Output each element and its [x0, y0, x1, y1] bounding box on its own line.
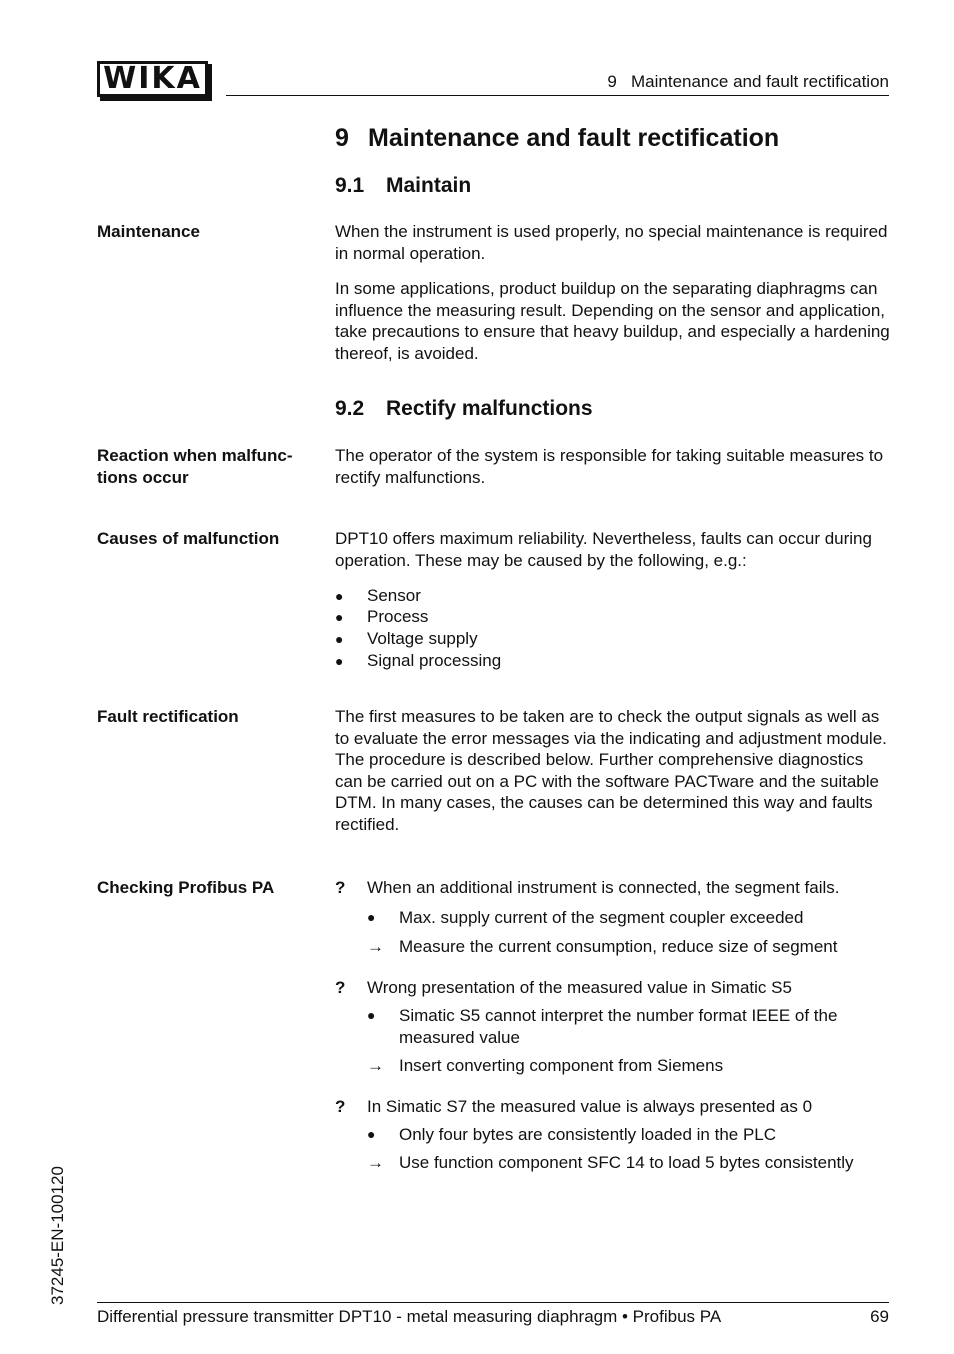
remedy-text: Insert converting component from Siemens [399, 1056, 724, 1075]
list-item [335, 585, 421, 608]
bullet-icon: ● [367, 909, 376, 925]
side-label-profibus: Checking Profibus PA [97, 878, 275, 897]
running-header: 9 Maintenance and fault rectification [607, 72, 889, 91]
side-label-fault: Fault rectification [97, 707, 239, 726]
causes-para: DPT10 offers maximum reliability. Nevertheless, faults can occur during operation. These may be caused by the following, e.g.: [335, 529, 872, 570]
side-label-line: Reaction when malfunc- [97, 446, 293, 465]
list-item-text: Process [367, 607, 429, 626]
side-label-causes: Causes of malfunction [97, 529, 280, 548]
chapter-number: 9 [335, 124, 349, 152]
list-item-text: Signal processing [367, 651, 502, 670]
chapter-title-text: Maintenance and fault rectification [368, 124, 780, 152]
question-text: Wrong presentation of the measured value in Simatic S5 [367, 978, 792, 997]
section-title: Rectify malfunctions [386, 397, 593, 420]
arrow-right-icon: → [367, 937, 384, 956]
header-rule [226, 95, 889, 96]
footer-title: Differential pressure transmitter DPT10 - metal measuring diaphragm • Profibus PA [97, 1307, 722, 1326]
document-id: 37245-EN-100120 [48, 1166, 67, 1305]
section-title: Maintain [386, 174, 472, 197]
maintenance-para-1: When the instrument is used properly, no special maintenance is required in normal operation. [335, 222, 888, 263]
problem-remedy [367, 936, 897, 958]
problem-question [335, 877, 840, 899]
question-icon: ? [335, 878, 346, 897]
remedy-text: Use function component SFC 14 to load 5 bytes consistently [399, 1153, 854, 1172]
bullet-icon: ● [367, 1007, 376, 1023]
problem-cause [367, 907, 897, 929]
side-label-line: tions occur [97, 467, 189, 487]
problem-remedy [367, 1152, 897, 1174]
logo-shadow-bottom [100, 97, 212, 101]
bullet-icon: ● [335, 631, 344, 647]
cause-text: Simatic S5 cannot interpret the number format IEEE of the measured value [399, 1006, 838, 1047]
wika-logo: WIKA [97, 61, 208, 97]
question-text: In Simatic S7 the measured value is always presented as 0 [367, 1097, 813, 1116]
list-item-text: Sensor [367, 586, 421, 605]
side-label-maintenance: Maintenance [97, 222, 200, 241]
section-number: 9.1 [335, 174, 365, 197]
side-label-reaction [97, 445, 317, 488]
problem-cause [367, 1124, 897, 1146]
cause-text: Max. supply current of the segment coupler exceeded [399, 908, 804, 927]
bullet-icon: ● [335, 653, 344, 669]
problem-question [335, 977, 792, 999]
bullet-icon: ● [335, 588, 344, 604]
bullet-icon: ● [335, 609, 344, 625]
problem-remedy [367, 1055, 897, 1077]
question-icon: ? [335, 978, 346, 997]
list-item [335, 650, 501, 673]
section-9-2-heading [335, 397, 593, 421]
question-text: When an additional instrument is connected, the segment fails. [367, 878, 840, 897]
list-item [335, 628, 478, 651]
cause-text: Only four bytes are consistently loaded in the PLC [399, 1125, 777, 1144]
remedy-text: Measure the current consumption, reduce size of segment [399, 937, 838, 956]
list-item [335, 606, 428, 629]
arrow-right-icon: → [367, 1056, 384, 1075]
footer-rule [97, 1302, 889, 1303]
page-number: 69 [870, 1307, 889, 1326]
bullet-icon: ● [367, 1126, 376, 1142]
maintenance-para-2: In some applications, product buildup on the separating diaphragms can influence the measuring result. Depending on the sensor and application, take precautions to ensure that heavy buildup, and especially a hardening thereof, is avoided. [335, 279, 890, 363]
section-9-1-heading [335, 174, 471, 198]
problem-question [335, 1096, 812, 1118]
question-icon: ? [335, 1097, 346, 1116]
problem-cause [367, 1005, 897, 1048]
reaction-para: The operator of the system is responsible for taking suitable measures to rectify malfunctions. [335, 446, 884, 487]
fault-para: The first measures to be taken are to check the output signals as well as to evaluate the error messages via the indicating and adjustment module. The procedure is described below. Further comprehensive diagnostics can be carried out on a PC with the software PACTware and the suitable DTM. In many cases, the causes can be determined this way and faults rectified. [335, 707, 887, 834]
list-item-text: Voltage supply [367, 629, 478, 648]
logo-shadow [208, 64, 212, 101]
section-number: 9.2 [335, 397, 365, 420]
chapter-title [335, 124, 779, 153]
arrow-right-icon: → [367, 1153, 384, 1172]
